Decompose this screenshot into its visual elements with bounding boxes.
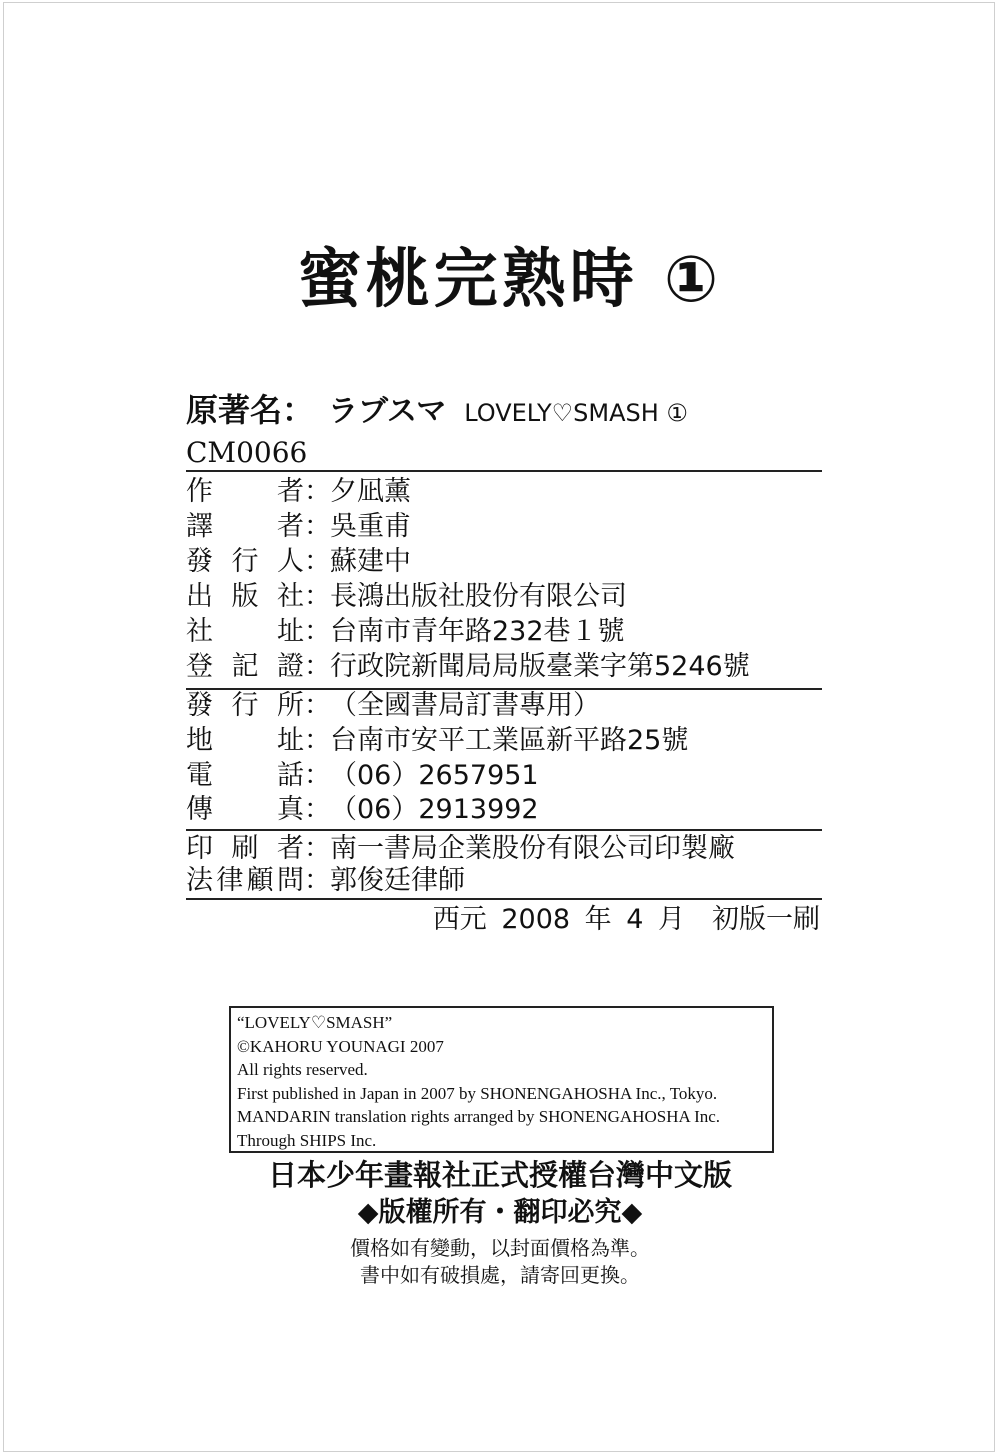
- credit-label: 譯者: [186, 511, 304, 542]
- credit-value: 吳重甫: [330, 511, 411, 542]
- credit-value: 台南市青年路232巷１號: [330, 616, 625, 647]
- copyright-line: “LOVELY♡SMASH”: [237, 1013, 393, 1032]
- legal-label: 印刷者: [186, 833, 304, 864]
- divider-lower: [186, 829, 822, 831]
- distribution-row: [186, 762, 539, 789]
- distribution-row: [186, 692, 600, 719]
- copyright-line: MANDARIN translation rights arranged by SHONENGAHOSHA Inc.: [237, 1107, 721, 1126]
- credit-label: 作者: [186, 476, 304, 507]
- colon: ：: [304, 725, 331, 756]
- legal-label: 法律顧問: [186, 865, 304, 896]
- credit-value: 夕凪薰: [330, 476, 411, 507]
- distribution-label: 地址: [186, 725, 304, 756]
- credit-value: 行政院新聞局局版臺業字第5246號: [330, 651, 750, 682]
- distribution-value: （全國書局訂書專用）: [330, 690, 600, 721]
- license-statement: 日本少年畫報社正式授權台灣中文版: [267, 1158, 732, 1192]
- credit-row: [186, 513, 411, 540]
- colon: ：: [304, 865, 331, 896]
- original-title-line: [186, 391, 688, 429]
- divider-top: [186, 470, 822, 472]
- colon: ：: [304, 616, 331, 647]
- copyright-line: ©KAHORU YOUNAGI 2007: [237, 1036, 444, 1056]
- legal-row: [186, 867, 465, 894]
- credit-value: 蘇建中: [330, 546, 411, 577]
- colon: ：: [304, 760, 331, 791]
- distribution-row: [186, 727, 688, 754]
- price-note: 價格如有變動，以封面價格為準。: [350, 1236, 650, 1260]
- legal-value: 郭俊廷律師: [330, 865, 465, 896]
- copyright-line: First published in Japan in 2007 by SHONENGAHOSHA Inc., Tokyo.: [237, 1083, 718, 1103]
- print-date: 西元 2008 年 4 月 初版一刷: [432, 904, 820, 935]
- copyright-box: [229, 1006, 774, 1153]
- damage-note: 書中如有破損處，請寄回更換。: [360, 1263, 640, 1287]
- credit-label: 社址: [186, 616, 304, 647]
- legal-row: [186, 835, 735, 862]
- distribution-label: 電話: [186, 760, 304, 791]
- credit-row: [186, 618, 625, 645]
- rights-statement: ◆版權所有・翻印必究◆: [357, 1197, 643, 1228]
- credit-label: 發行人: [186, 546, 304, 577]
- book-title: 蜜桃完熟時 ①: [297, 243, 723, 317]
- credit-value: 長鴻出版社股份有限公司: [330, 581, 627, 612]
- credit-row: [186, 548, 411, 575]
- colon: ：: [304, 794, 331, 825]
- distribution-value: （06）2657951: [330, 760, 539, 791]
- credit-row: [186, 478, 411, 505]
- colon: ：: [304, 581, 331, 612]
- copyright-line: All rights reserved.: [237, 1060, 368, 1079]
- original-title-japanese: ラブスマ: [328, 394, 447, 429]
- credit-row: [186, 583, 627, 610]
- distribution-label: 傳真: [186, 794, 304, 825]
- distribution-value: 台南市安平工業區新平路25號: [330, 725, 689, 756]
- credit-row: [186, 653, 750, 680]
- credit-label: 登記證: [186, 651, 304, 682]
- product-code: CM0066: [186, 436, 308, 469]
- original-title-label: 原著名：: [186, 391, 315, 429]
- copyright-line: Through SHIPS Inc.: [237, 1130, 377, 1150]
- distribution-value: （06）2913992: [330, 794, 539, 825]
- distribution-label: 發行所: [186, 690, 304, 721]
- divider-bottom: [186, 898, 822, 900]
- colon: ：: [304, 651, 331, 682]
- colon: ：: [304, 511, 331, 542]
- colon: ：: [304, 690, 331, 721]
- credit-label: 出版社: [186, 581, 304, 612]
- colon: ：: [304, 476, 331, 507]
- original-title-english: LOVELY♡SMASH ①: [464, 399, 688, 427]
- legal-value: 南一書局企業股份有限公司印製廠: [330, 833, 735, 864]
- distribution-row: [186, 796, 539, 823]
- colon: ：: [304, 833, 331, 864]
- colon: ：: [304, 546, 331, 577]
